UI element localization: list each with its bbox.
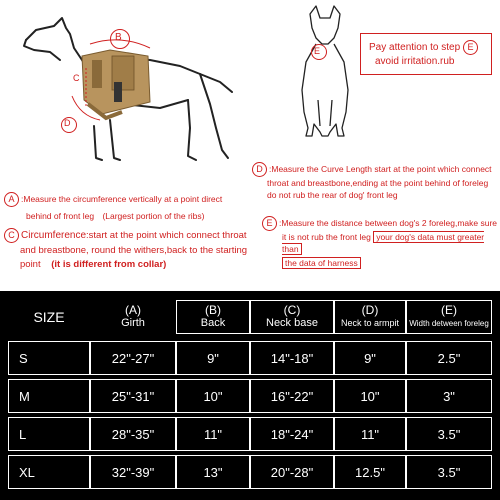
header-size: SIZE	[8, 300, 90, 334]
cell-width: 3.5"	[406, 417, 492, 451]
cell-girth: 22"-27"	[90, 341, 176, 375]
note-a	[4, 192, 252, 222]
cell-width: 2.5"	[406, 341, 492, 375]
dog-front-illustration	[280, 0, 370, 150]
label-b: B	[115, 32, 122, 43]
note-c-line2: and breastbone, round the withers,back to the starting	[20, 245, 248, 256]
cell-size: M	[8, 379, 90, 413]
note-c-line1a: Circumference	[21, 230, 87, 242]
header-neck-base: (C) Neck base	[250, 300, 334, 334]
note-c-line3a: point	[20, 259, 41, 270]
label-c: C	[73, 73, 80, 83]
label-e-front: E	[314, 46, 321, 56]
attention-line1: Pay attention to step	[369, 42, 461, 54]
note-a-line1: :Measure the circumference vertically at a point direct	[21, 193, 223, 204]
note-c-line1b: :start at the point which connect throat	[86, 230, 247, 242]
cell-armpit: 12.5"	[334, 455, 406, 489]
table-header-row	[8, 300, 492, 334]
cell-size: XL	[8, 455, 90, 489]
cell-size: L	[8, 417, 90, 451]
note-a-badge: A	[4, 192, 19, 207]
cell-girth: 32"-39"	[90, 455, 176, 489]
cell-girth: 25"-31"	[90, 379, 176, 413]
header-neck-to-armpit: (D) Neck to armpit	[334, 300, 406, 334]
header-girth: (A) Girth	[90, 300, 176, 334]
table-row	[8, 379, 492, 413]
table-row	[8, 417, 492, 451]
label-d: D	[64, 118, 71, 128]
cell-neck: 18"-24"	[250, 417, 334, 451]
note-e-line1: :Measure the distance between dog's 2 foreleg,make sure	[279, 217, 498, 228]
note-e	[262, 216, 500, 269]
note-c-badge: C	[4, 228, 19, 243]
attention-line2: avoid irritation.rub	[375, 56, 455, 67]
note-e-badge: E	[262, 216, 277, 231]
cell-back: 9"	[176, 341, 250, 375]
cell-neck: 14"-18"	[250, 341, 334, 375]
note-d-line1: :Measure the Curve Length start at the point which connect	[269, 163, 492, 174]
harness-icon	[82, 50, 150, 118]
table-row	[8, 455, 492, 489]
note-a-line2: behind of front leg	[26, 211, 95, 221]
cell-neck: 16"-22"	[250, 379, 334, 413]
header-width-foreleg: (E) Width detween foreleg	[406, 300, 492, 334]
cell-girth: 28"-35"	[90, 417, 176, 451]
cell-armpit: 9"	[334, 341, 406, 375]
table-row	[8, 341, 492, 375]
cell-back: 13"	[176, 455, 250, 489]
note-a-line2b: (Largest portion of the ribs)	[102, 211, 205, 221]
note-e-line2a: it is not rub the front leg	[282, 232, 371, 242]
note-c-line3b: (it is different from collar)	[51, 259, 167, 270]
attention-e-badge: E	[463, 40, 478, 55]
cell-neck: 20"-28"	[250, 455, 334, 489]
note-e-line2b: your dog's data must greater than	[282, 232, 485, 254]
cell-back: 10"	[176, 379, 250, 413]
note-d	[252, 162, 500, 201]
cell-width: 3.5"	[406, 455, 492, 489]
cell-armpit: 11"	[334, 417, 406, 451]
note-d-badge: D	[252, 162, 267, 177]
note-d-line2: throat and breastbone,ending at the point behind of foreleg	[267, 178, 489, 188]
cell-armpit: 10"	[334, 379, 406, 413]
note-e-line3: the data of harness	[282, 257, 361, 269]
attention-note	[360, 33, 492, 75]
cell-width: 3"	[406, 379, 492, 413]
header-back: (B) Back	[176, 300, 250, 334]
cell-size: S	[8, 341, 90, 375]
size-table	[0, 291, 500, 500]
note-d-line3: do not rub the rear of dog' front leg	[267, 190, 398, 200]
note-c	[4, 228, 262, 271]
cell-back: 11"	[176, 417, 250, 451]
